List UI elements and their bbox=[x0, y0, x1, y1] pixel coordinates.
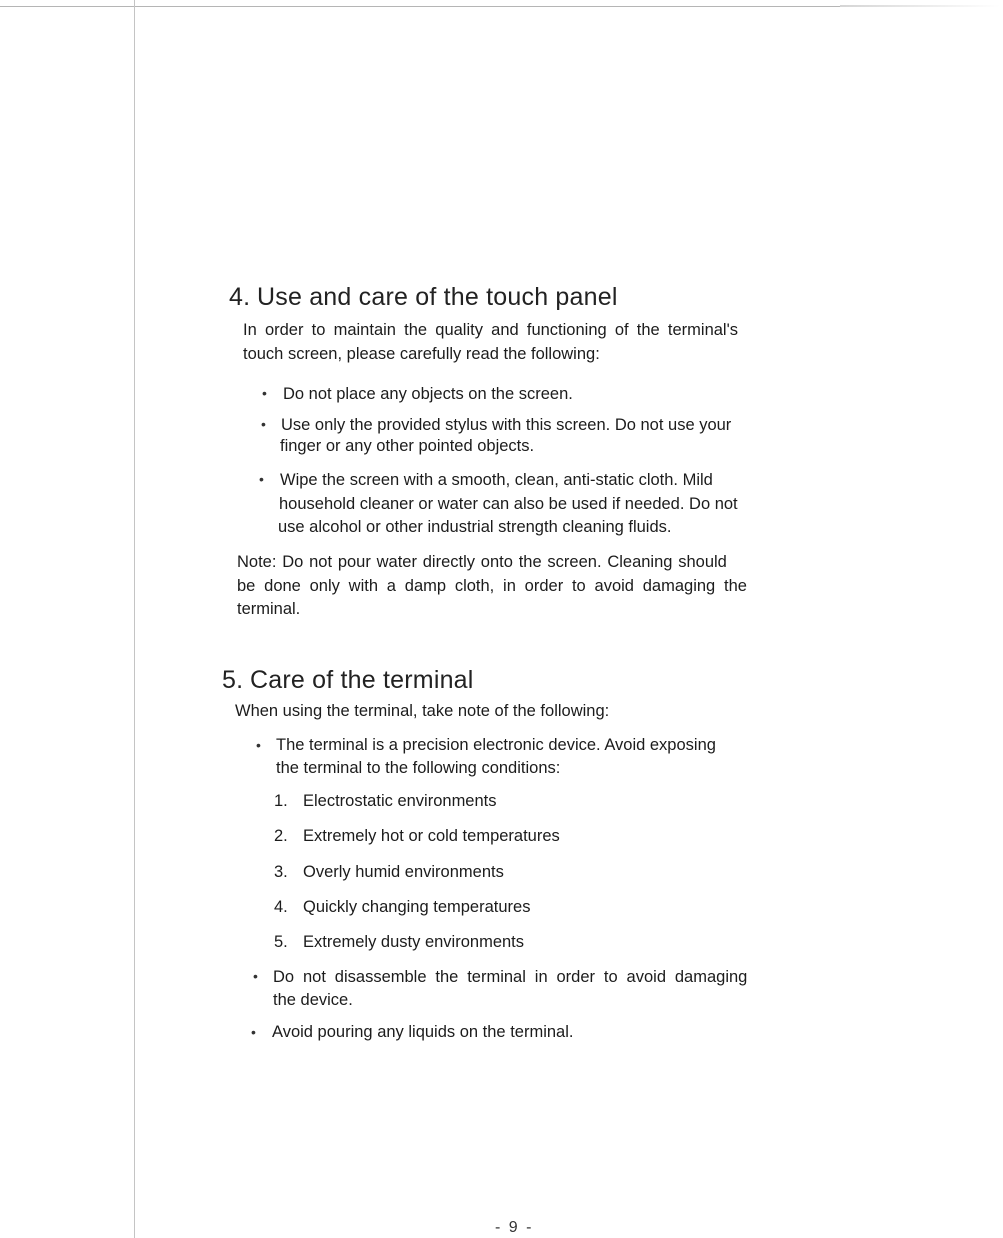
section-5-bullet-1-line-1: The terminal is a precision electronic device. Avoid exposing bbox=[276, 736, 716, 754]
section-4-intro-line-2: touch screen, please carefully read the following: bbox=[243, 345, 600, 363]
bullet-marker: • bbox=[259, 471, 264, 487]
section-5-bullet-2-line-1: Do not disassemble the terminal in order to avoid damaging bbox=[273, 968, 748, 986]
top-rule-faint bbox=[840, 5, 1000, 7]
section-5-bullet-2-line-2: the device. bbox=[273, 991, 353, 1009]
bullet-marker: • bbox=[251, 1024, 256, 1040]
condition-text: Extremely hot or cold temperatures bbox=[303, 827, 560, 845]
condition-number: 5. bbox=[274, 933, 288, 951]
section-4-bullet-1-line-1: Do not place any objects on the screen. bbox=[283, 385, 573, 403]
top-rule bbox=[0, 6, 840, 7]
section-4-title: Use and care of the touch panel bbox=[257, 283, 618, 311]
section-4-bullet-2-line-2: finger or any other pointed objects. bbox=[280, 437, 535, 455]
page-number: - 9 - bbox=[495, 1219, 534, 1236]
condition-text: Extremely dusty environments bbox=[303, 933, 525, 951]
bullet-marker: • bbox=[262, 385, 267, 401]
section-4-intro-line-1: In order to maintain the quality and functioning of the terminal's bbox=[243, 321, 739, 339]
bullet-marker: • bbox=[261, 416, 266, 432]
section-4-note-line-3: terminal. bbox=[237, 600, 301, 618]
section-5-title: Care of the terminal bbox=[250, 666, 474, 694]
section-5-intro: When using the terminal, take note of the following: bbox=[235, 702, 610, 720]
section-4-note-line-2: be done only with a damp cloth, in order to avoid damaging the bbox=[237, 577, 747, 595]
condition-number: 3. bbox=[274, 863, 288, 881]
bullet-marker: • bbox=[253, 968, 258, 984]
condition-number: 1. bbox=[274, 792, 288, 810]
bullet-marker: • bbox=[256, 737, 261, 753]
section-4-bullet-3-line-2: household cleaner or water can also be used if needed. Do not bbox=[279, 495, 738, 513]
section-4-number: 4. bbox=[229, 283, 251, 311]
condition-item bbox=[274, 861, 504, 884]
condition-item bbox=[274, 896, 530, 919]
condition-text: Overly humid environments bbox=[303, 863, 504, 881]
section-4-bullet-3-line-1: Wipe the screen with a smooth, clean, anti-static cloth. Mild bbox=[280, 471, 713, 489]
section-5-bullet-1-line-2: the terminal to the following conditions: bbox=[276, 759, 561, 777]
condition-number: 4. bbox=[274, 898, 288, 916]
section-5-number: 5. bbox=[222, 666, 244, 694]
condition-item bbox=[274, 931, 524, 954]
condition-item bbox=[274, 790, 497, 813]
section-4-note-line-1: Note: Do not pour water directly onto the screen. Cleaning should bbox=[237, 553, 727, 571]
condition-item bbox=[274, 825, 560, 848]
section-5-heading bbox=[222, 666, 474, 695]
condition-text: Quickly changing temperatures bbox=[303, 898, 531, 916]
section-5-bullet-3: Avoid pouring any liquids on the terminal. bbox=[272, 1023, 574, 1041]
section-4-bullet-2-line-1: Use only the provided stylus with this screen. Do not use your bbox=[281, 416, 732, 434]
condition-text: Electrostatic environments bbox=[303, 792, 497, 810]
left-margin-rule bbox=[134, 0, 135, 1238]
condition-number: 2. bbox=[274, 827, 288, 845]
section-4-bullet-3-line-3: use alcohol or other industrial strength cleaning fluids. bbox=[278, 518, 672, 536]
section-4-heading bbox=[229, 283, 618, 312]
